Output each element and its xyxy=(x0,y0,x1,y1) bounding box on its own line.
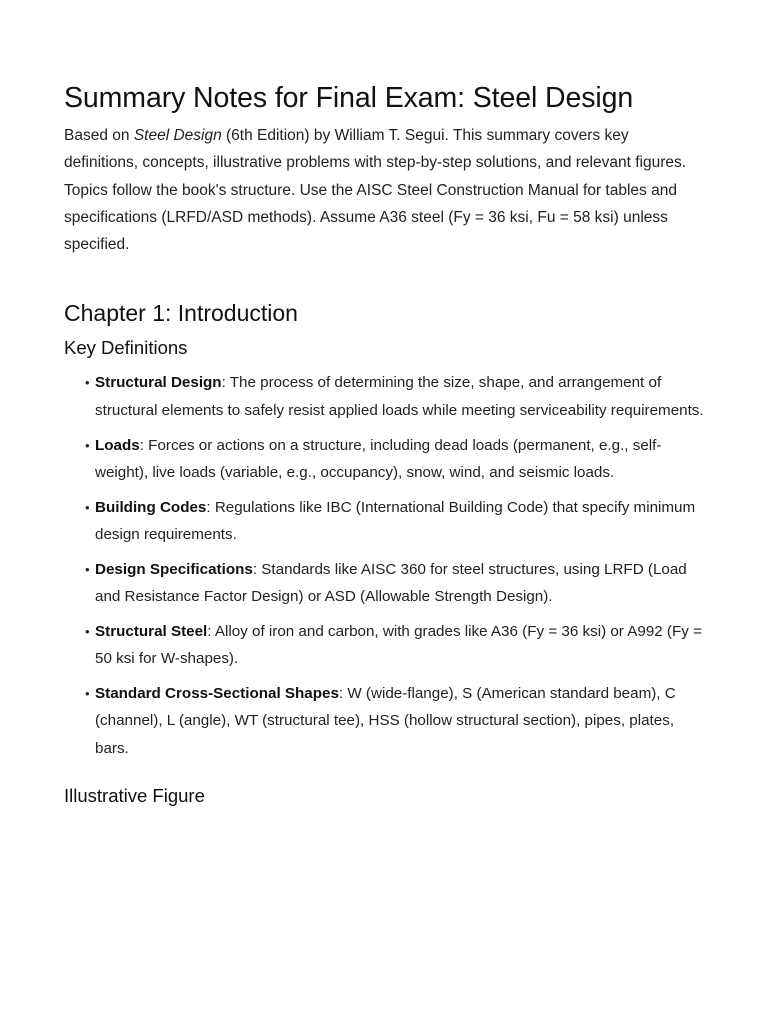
definition-term: Loads xyxy=(95,436,140,454)
intro-book-title: Steel Design xyxy=(133,127,222,144)
definition-term: Design Specifications xyxy=(95,560,253,578)
document-title: Summary Notes for Final Exam: Steel Design xyxy=(64,82,634,114)
definition-term: Structural Steel xyxy=(95,622,208,640)
definition-term: Standard Cross-Sectional Shapes xyxy=(95,684,339,702)
definition-item xyxy=(85,369,706,424)
key-definitions-heading: Key Definitions xyxy=(64,337,188,359)
definition-item xyxy=(85,556,706,611)
definition-text: : Standards like AISC 360 for steel structures, using LRFD (Load and Resistance Factor Design) or ASD (Allowable Strength Design). xyxy=(95,560,687,606)
definition-text: : Regulations like IBC (International Building Code) that specify minimum design requirements. xyxy=(95,498,696,543)
definition-item xyxy=(85,494,706,549)
bullet-icon: • xyxy=(85,561,90,577)
definition-item xyxy=(85,680,706,762)
bullet-icon: • xyxy=(85,685,90,701)
figure-placeholder xyxy=(64,823,706,963)
intro-paragraph xyxy=(64,122,706,258)
definition-term: Structural Design xyxy=(95,374,222,392)
definitions-list xyxy=(64,369,706,761)
bullet-icon: • xyxy=(85,375,90,391)
bullet-icon: • xyxy=(85,499,90,515)
bullet-icon: • xyxy=(85,623,90,639)
chapter-title: Chapter 1: Introduction xyxy=(64,300,298,327)
definition-item xyxy=(85,432,706,487)
figure-heading: Illustrative Figure xyxy=(64,784,205,806)
definition-text: : The process of determining the size, shape, and arrangement of structural elements to safely resist applied loads while meeting serviceability requirements. xyxy=(95,374,704,419)
bullet-icon: • xyxy=(85,437,90,453)
definition-text: : Forces or actions on a structure, including dead loads (permanent, e.g., self-weight), live loads (variable, e.g., occupancy), snow, wind, and seismic loads. xyxy=(95,436,662,481)
intro-rest: (6th Edition) by William T. Segui. This summary covers key definitions, concepts, illustrative problems with step-by-step solutions, and relevant figures. Topics follow the book's structure. Use the AISC Steel Construction Manual for tables and specifications (LRFD/ASD methods). Assume A36 steel (Fy = 36 ksi, Fu = 58 ksi) unless specified. xyxy=(64,127,687,254)
definition-item xyxy=(85,618,706,673)
intro-lead: Based on xyxy=(64,127,134,144)
definition-text: : W (wide-flange), S (American standard beam), C (channel), L (angle), WT (structural tee), HSS (hollow structural section), pipes, plates, bars. xyxy=(95,684,676,757)
definition-text: : Alloy of iron and carbon, with grades like A36 (Fy = 36 ksi) or A992 (Fy = 50 ksi for W-shapes). xyxy=(95,622,702,668)
definition-term: Building Codes xyxy=(95,498,207,516)
